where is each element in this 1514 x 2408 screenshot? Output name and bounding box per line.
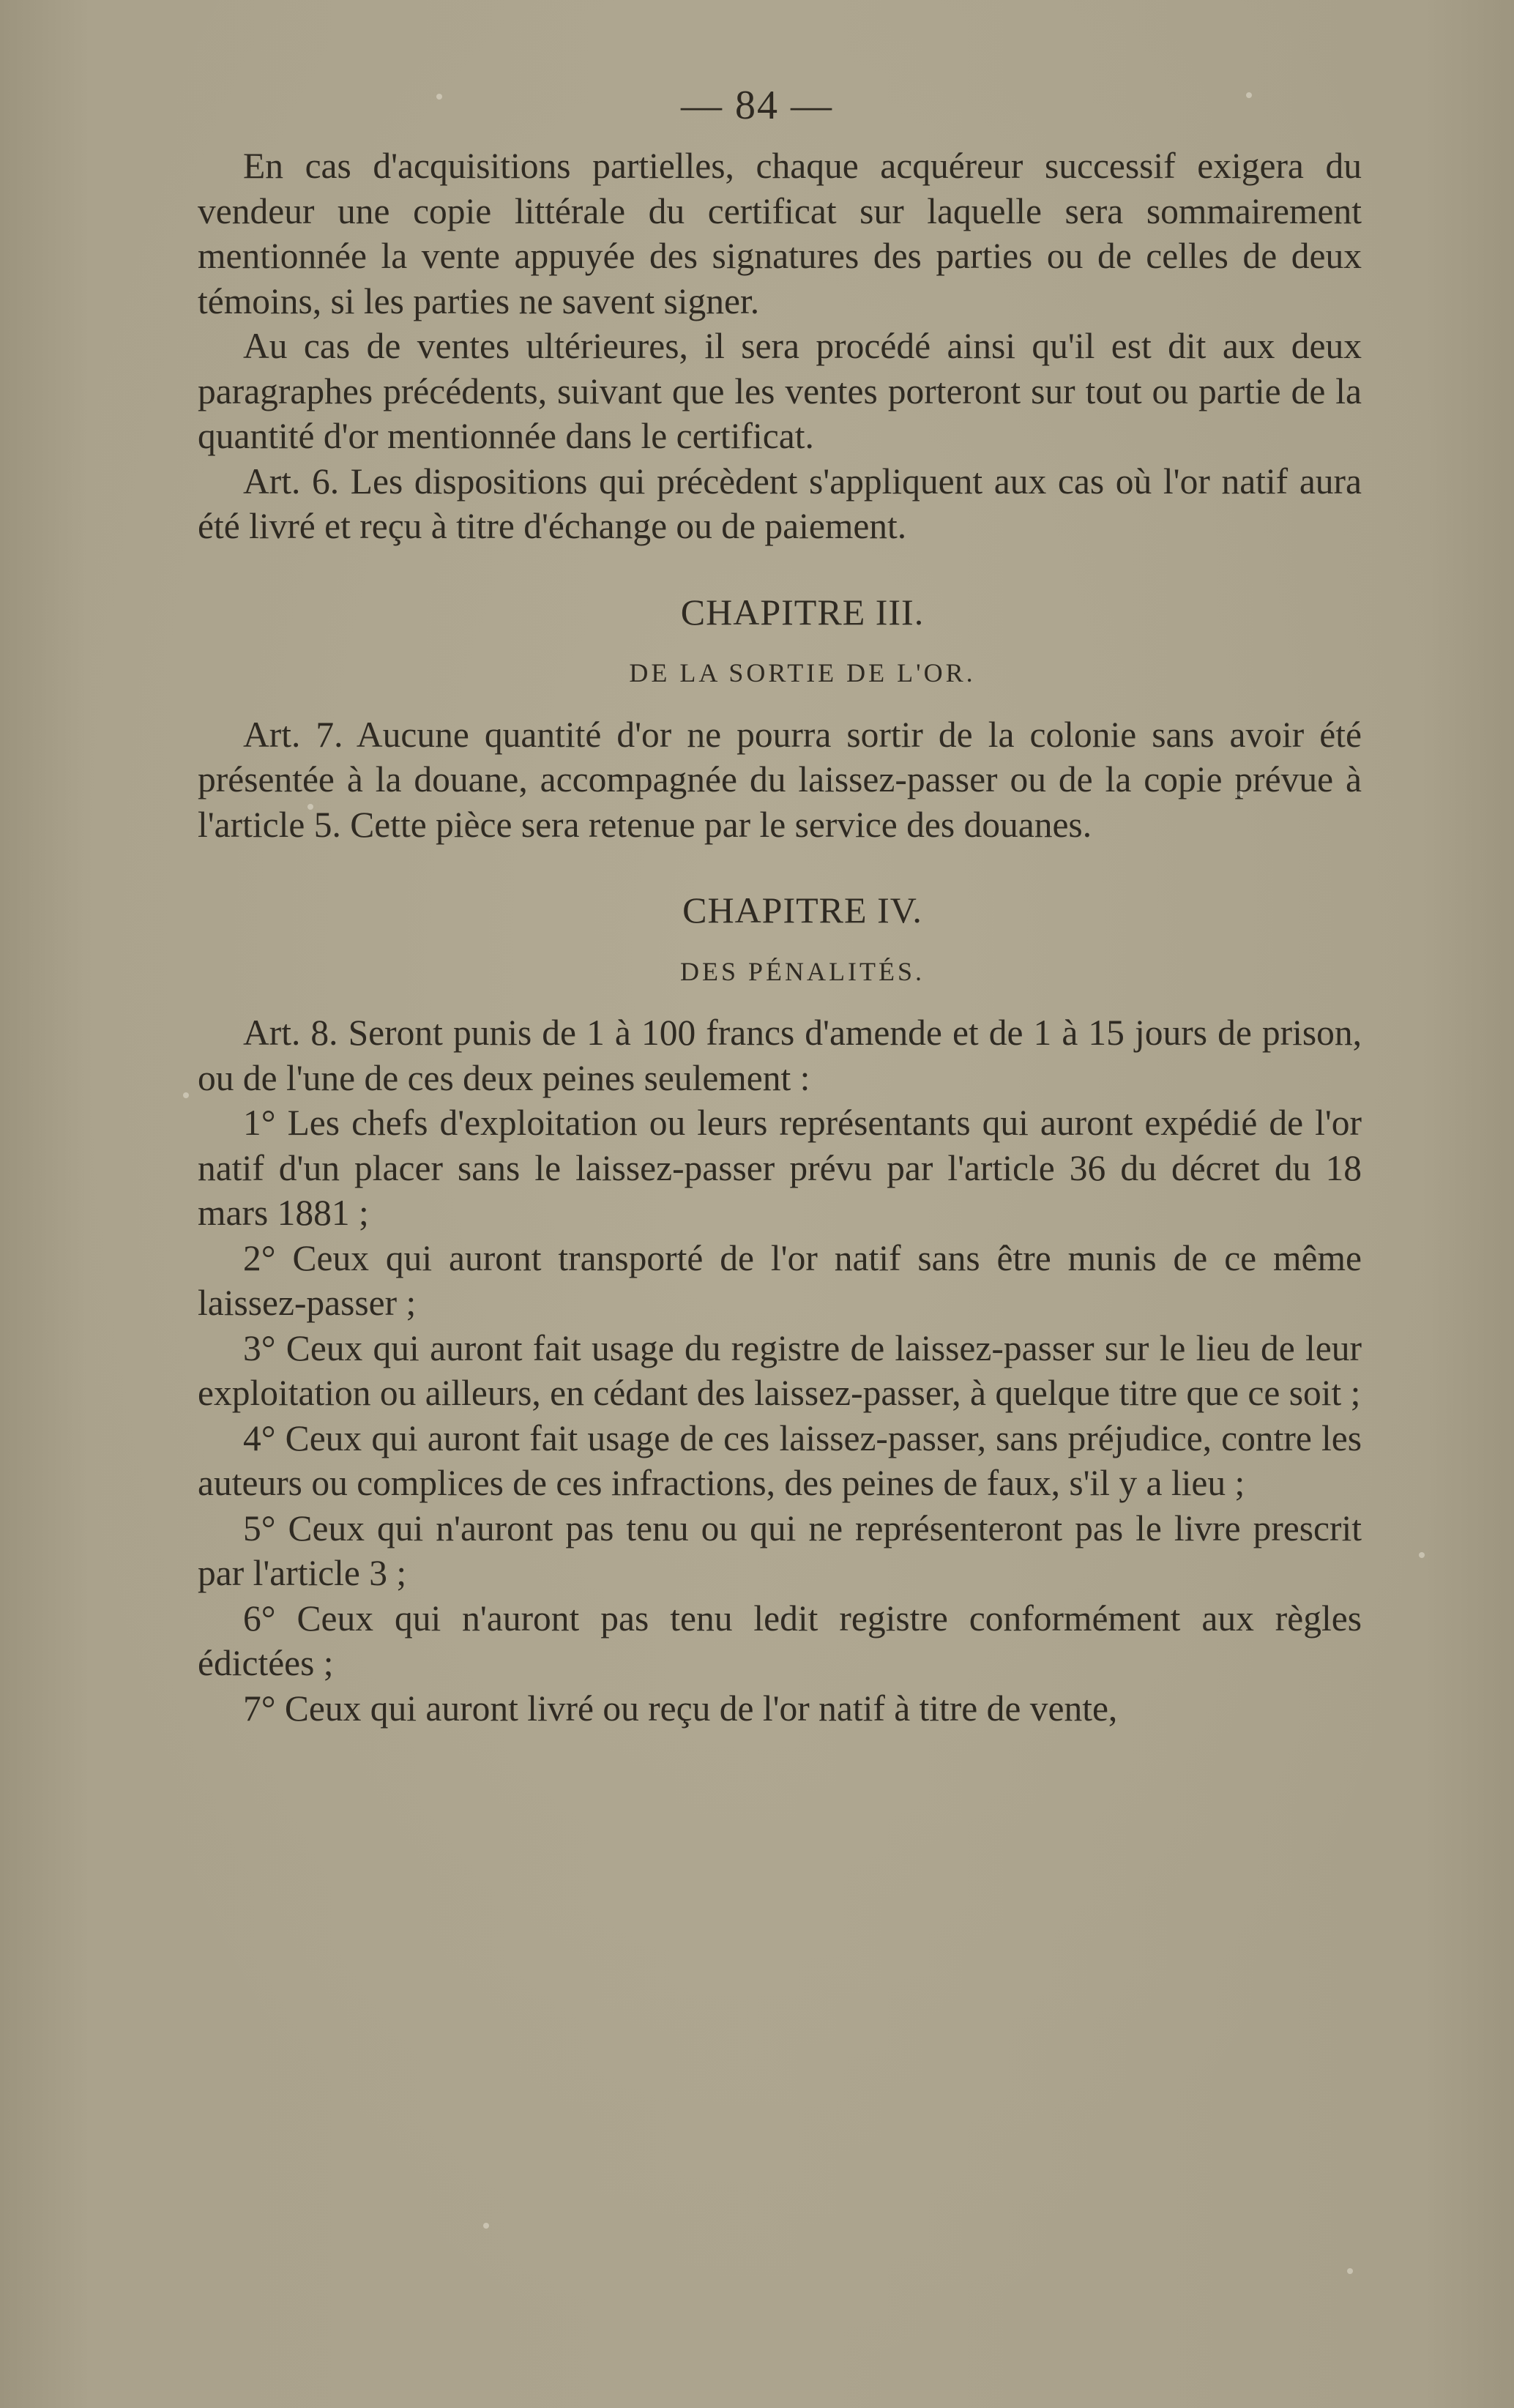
document-body <box>198 143 1362 1731</box>
paper-speck <box>1347 2268 1353 2274</box>
list-item: 2° Ceux qui auront transporté de l'or natif sans être munis de ce même laissez-passer ; <box>198 1237 1362 1323</box>
list-item: 6° Ceux qui n'auront pas tenu ledit registre conformément aux règles édictées ; <box>198 1598 1362 1683</box>
paragraph: Art. 6. Les dispositions qui précèdent s'appliquent aux cas où l'or natif aura été livré et reçu à titre d'échange ou de paiement. <box>198 461 1362 546</box>
chapter-heading: CHAPITRE IV. <box>682 890 922 931</box>
list-item: 3° Ceux qui auront fait usage du registre de laissez-passer sur le lieu de leur exploitation ou ailleurs, en cédant des laissez-passer, à quelque titre que ce soit ; <box>198 1327 1362 1413</box>
chapter-heading: CHAPITRE III. <box>680 591 925 633</box>
paragraph: Art. 8. Seront punis de 1 à 100 francs d'amende et de 1 à 15 jours de prison, ou de l'une de ces deux peines seulement : <box>198 1013 1362 1098</box>
paragraph: En cas d'acquisitions partielles, chaque acquéreur successif exigera du vendeur une copie littérale du certificat sur laquelle sera sommairement mentionnée la vente appuyée des signatures des parties ou de celles de deux témoins, si les parties ne savent signer. <box>198 146 1362 321</box>
paper-speck <box>183 1092 189 1098</box>
paper-speck <box>1246 92 1252 98</box>
paper-speck <box>1419 1552 1425 1558</box>
paragraph: Au cas de ventes ultérieures, il sera procédé ainsi qu'il est dit aux deux paragraphes précédents, suivant que les ventes porteront sur tout ou partie de la quantité d'or mentionnée dans le certificat. <box>198 326 1362 456</box>
chapter-subheading: DES PÉNALITÉS. <box>680 956 925 986</box>
list-item: 7° Ceux qui auront livré ou reçu de l'or natif à titre de vente, <box>243 1688 1118 1729</box>
chapter-subheading: DE LA SORTIE DE L'OR. <box>629 658 976 687</box>
list-item: 4° Ceux qui auront fait usage de ces laissez-passer, sans préjudice, contre les auteurs ou complices de ces infractions, des peines de faux, s'il y a lieu ; <box>198 1417 1362 1503</box>
page-number: — 84 — <box>681 83 833 128</box>
paragraph: Art. 7. Aucune quantité d'or ne pourra sortir de la colonie sans avoir été présentée à la douane, accompagnée du laissez-passer ou de la copie prévue à l'article 5. Cette pièce sera retenue par le service des douanes. <box>198 714 1362 845</box>
list-item: 5° Ceux qui n'auront pas tenu ou qui ne représenteront pas le livre prescrit par l'article 3 ; <box>198 1507 1362 1593</box>
paper-speck <box>1237 791 1243 797</box>
list-item: 1° Les chefs d'exploitation ou leurs représentants qui auront expédié de l'or natif d'un placer sans le laissez-passer prévu par l'article 36 du décret du 18 mars 1881 ; <box>198 1103 1362 1233</box>
paper-speck <box>307 804 313 810</box>
paper-speck <box>483 2223 489 2229</box>
paper-speck <box>436 94 442 100</box>
